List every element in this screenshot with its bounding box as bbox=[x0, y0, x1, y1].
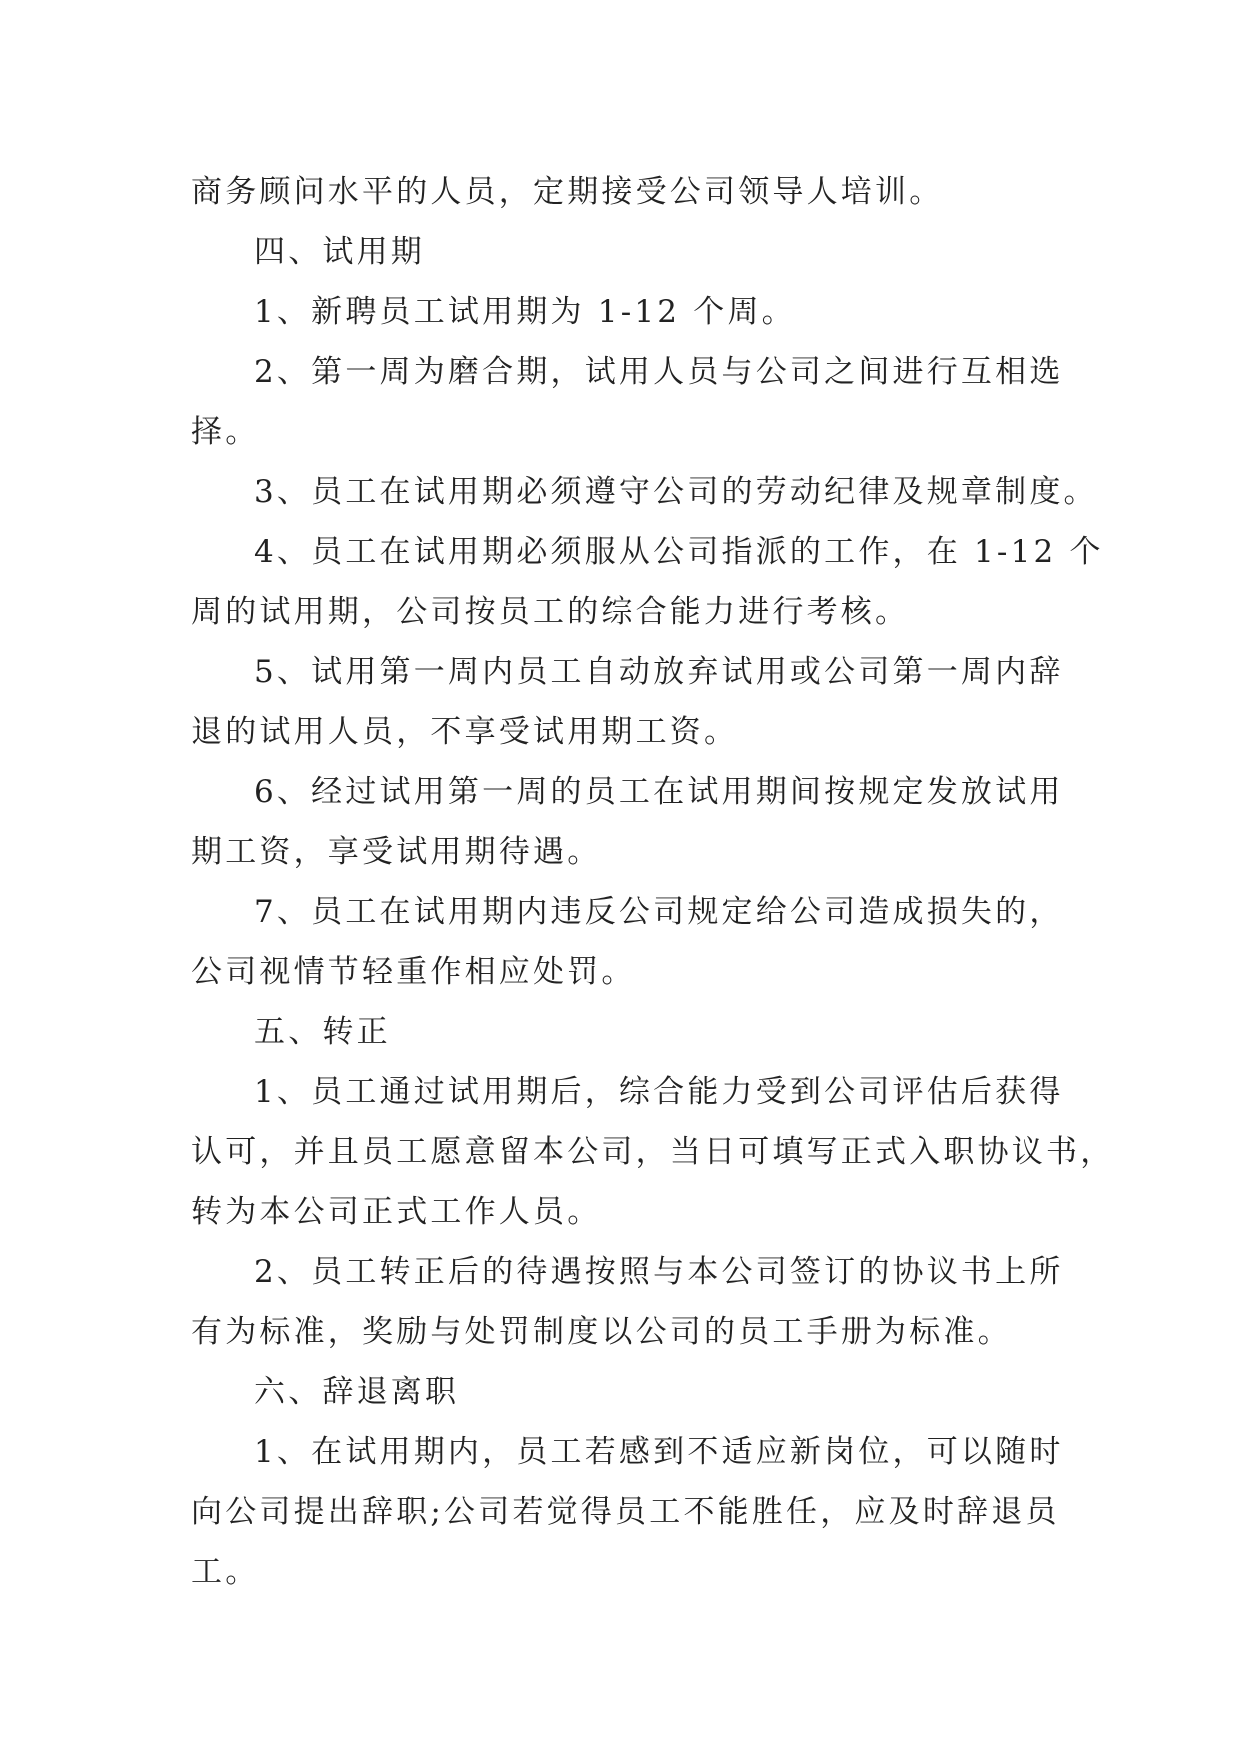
section-heading-confirmation: 五、转正 bbox=[254, 1014, 391, 1050]
text-line: 2、员工转正后的待遇按照与本公司签订的协议书上所 bbox=[254, 1254, 1064, 1290]
text-line: 择。 bbox=[191, 414, 260, 450]
text-line: 向公司提出辞职;公司若觉得员工不能胜任，应及时辞退员 bbox=[191, 1494, 1060, 1530]
text-line: 有为标准，奖励与处罚制度以公司的员工手册为标准。 bbox=[191, 1314, 1012, 1350]
text-line: 周的试用期，公司按员工的综合能力进行考核。 bbox=[191, 594, 910, 630]
text-line: 3、员工在试用期必须遵守公司的劳动纪律及规章制度。 bbox=[254, 474, 1098, 510]
text-line: 退的试用人员，不享受试用期工资。 bbox=[191, 714, 739, 750]
text-line: 商务顾问水平的人员，定期接受公司领导人培训。 bbox=[191, 174, 944, 210]
section-heading-dismissal: 六、辞退离职 bbox=[254, 1374, 460, 1410]
text-line: 公司视情节轻重作相应处罚。 bbox=[191, 954, 636, 990]
text-line: 7、员工在试用期内违反公司规定给公司造成损失的， bbox=[254, 894, 1064, 930]
text-line: 2、第一周为磨合期，试用人员与公司之间进行互相选 bbox=[254, 354, 1064, 390]
text-line: 6、经过试用第一周的员工在试用期间按规定发放试用 bbox=[254, 774, 1064, 810]
text-line: 1、在试用期内，员工若感到不适应新岗位，可以随时 bbox=[254, 1434, 1064, 1470]
document-body bbox=[191, 162, 1115, 1602]
text-line: 认可，并且员工愿意留本公司，当日可填写正式入职协议书， bbox=[191, 1134, 1115, 1170]
section-heading-probation: 四、试用期 bbox=[254, 234, 425, 270]
text-line: 工。 bbox=[191, 1554, 260, 1590]
text-line: 4、员工在试用期必须服从公司指派的工作，在 1-12 个 bbox=[254, 534, 1104, 570]
text-line: 5、试用第一周内员工自动放弃试用或公司第一周内辞 bbox=[254, 654, 1064, 690]
text-line: 1、员工通过试用期后，综合能力受到公司评估后获得 bbox=[254, 1074, 1064, 1110]
text-line: 1、新聘员工试用期为 1-12 个周。 bbox=[254, 294, 796, 330]
text-line: 期工资，享受试用期待遇。 bbox=[191, 834, 602, 870]
text-line: 转为本公司正式工作人员。 bbox=[191, 1194, 602, 1230]
